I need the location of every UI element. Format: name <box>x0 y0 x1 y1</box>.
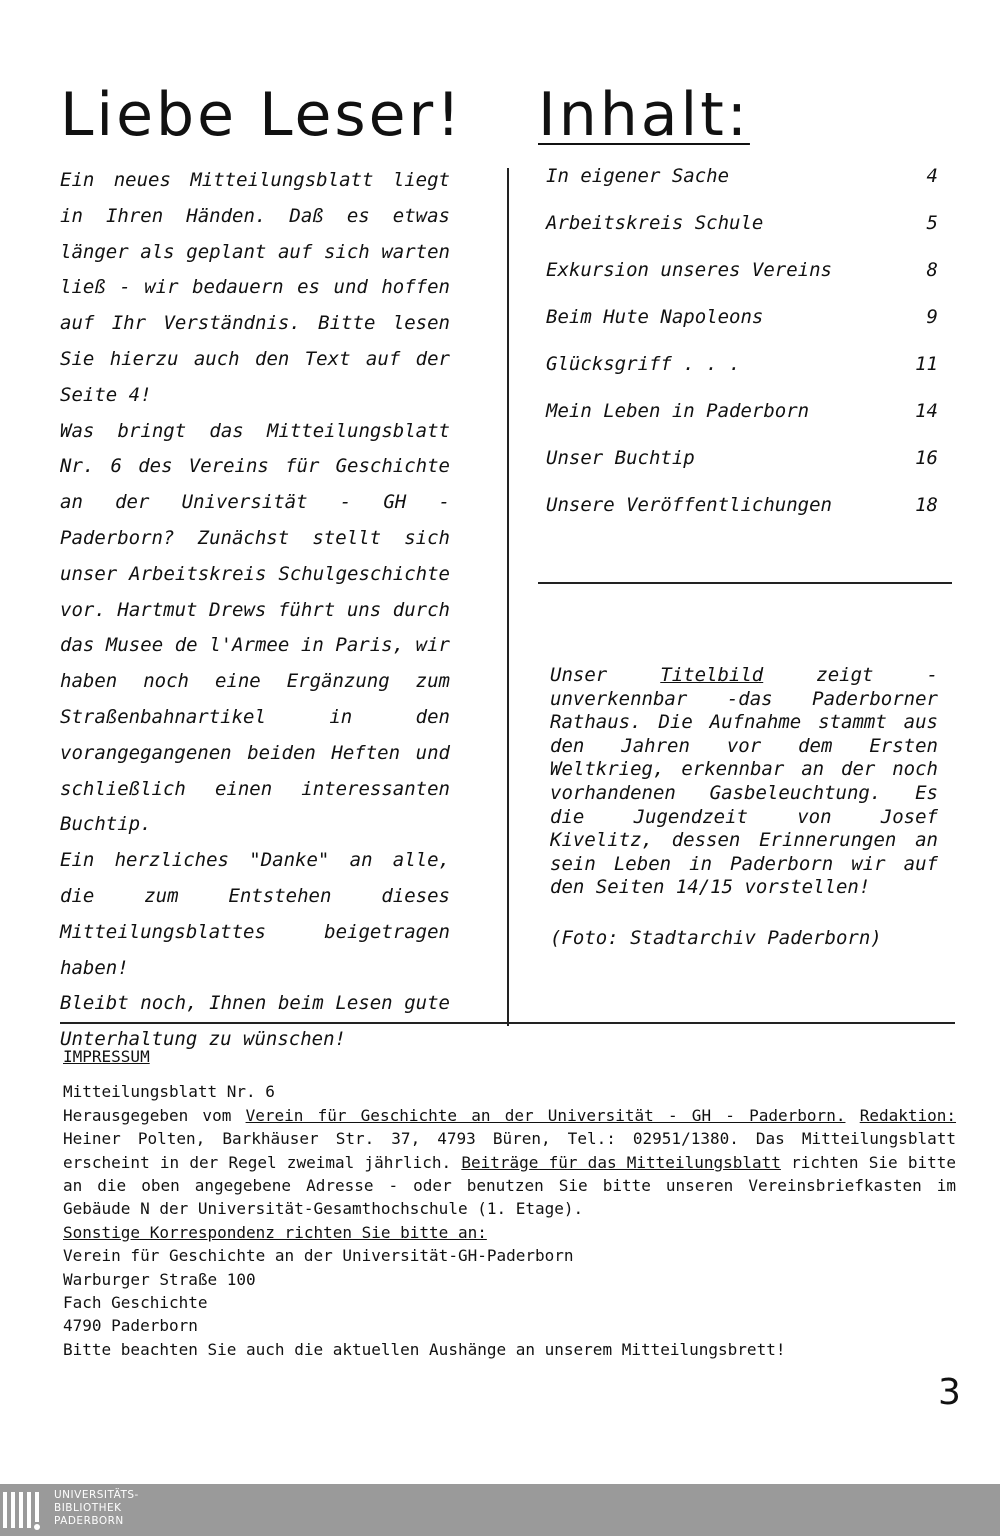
heading-inhalt: Inhalt: <box>538 80 750 150</box>
impressum-title: IMPRESSUM <box>63 1047 150 1066</box>
toc-page: 11 <box>915 353 938 375</box>
library-logo-icon <box>2 1488 46 1532</box>
toc-page: 9 <box>926 306 938 328</box>
table-of-contents <box>546 165 938 541</box>
cover-caption <box>550 664 938 900</box>
contrib-text: richten Sie bitte an die oben angegebene Adresse - oder benutzen Sie bitte unseren Vereinsbriefkasten im Gebäude N der Universität-Gesamthochschule (1. Etage). <box>63 1152 956 1219</box>
toc-title: Arbeitskreis Schule <box>546 212 764 234</box>
caption-titelbild: Titelbild <box>660 664 764 686</box>
section-divider <box>60 1022 955 1024</box>
publisher-name: Verein für Geschichte an der Universität - GH - Paderborn. <box>245 1105 846 1125</box>
toc-page: 8 <box>926 259 938 281</box>
toc-title: Unser Buchtip <box>546 447 695 469</box>
address-line: Verein für Geschichte an der Universität-GH-Paderborn <box>63 1246 574 1266</box>
editor-text: Heiner Polten, Barkhäuser Str. 37, 4793 Büren, Tel.: 02951/1380. Das Mitteilungsblatt erscheint in der Regel zweimal jährlich. <box>63 1129 956 1172</box>
library-footer <box>0 1484 1000 1536</box>
impressum-publisher <box>63 1104 956 1221</box>
toc-entry[interactable] <box>546 494 938 541</box>
page-number: 3 <box>938 1372 961 1413</box>
address-line: Warburger Straße 100 <box>63 1269 256 1289</box>
library-name-line: PADERBORN <box>54 1515 124 1527</box>
column-divider <box>507 168 509 1026</box>
contrib-label: Beiträge für das Mitteilungsblatt <box>461 1152 781 1172</box>
toc-title: Glücksgriff . . . <box>546 353 741 375</box>
publisher-prefix: Herausgegeben vom <box>63 1105 232 1125</box>
intro-paragraph: Ein neues Mitteilungsblatt liegt in Ihren Händen. Daß es etwas länger als geplant auf sich warten ließ - wir bedauern es und hoffen auf Ihr Verständnis. Bitte lesen Sie hierzu auch den Text auf der Seite 4! <box>60 169 450 406</box>
toc-title: Mein Leben in Paderborn <box>546 400 810 422</box>
photo-credit: (Foto: Stadtarchiv Paderborn) <box>550 927 882 949</box>
impressum <box>63 1045 956 1361</box>
toc-page: 16 <box>915 447 938 469</box>
address-line: 4790 Paderborn <box>63 1316 198 1336</box>
address-line: Fach Geschichte <box>63 1293 208 1313</box>
impressum-issue: Mitteilungsblatt Nr. 6 <box>63 1082 275 1102</box>
toc-divider <box>538 582 952 584</box>
toc-entry[interactable] <box>546 400 938 447</box>
toc-page: 18 <box>915 494 938 516</box>
cover-caption-text <box>550 664 938 900</box>
toc-entry[interactable] <box>546 212 938 259</box>
toc-page: 14 <box>915 400 938 422</box>
intro-paragraph: Was bringt das Mitteilungsblatt Nr. 6 des Vereins für Geschichte an der Universität - GH - Paderborn? Zunächst stellt sich unser Arbeitskreis Schulgeschichte vor. Hartmut Drews führt uns durch das Musee de l'Armee in Paris, wir haben noch eine Ergänzung zum Straßenbahnartikel in den vorangegangenen beiden Heften und schließlich einen interessanten Buchtip. <box>60 419 450 836</box>
toc-entry[interactable] <box>546 165 938 212</box>
toc-title: Unsere Veröffentlichungen <box>546 494 832 516</box>
toc-title: Exkursion unseres Vereins <box>546 259 832 281</box>
impressum-notice: Bitte beachten Sie auch die aktuellen Aushänge an unserem Mitteilungsbrett! <box>63 1339 786 1359</box>
toc-title: Beim Hute Napoleons <box>546 306 764 328</box>
correspondence-label: Sonstige Korrespondenz richten Sie bitte an: <box>63 1222 487 1242</box>
toc-entry[interactable] <box>546 259 938 306</box>
intro-paragraph: Ein herzliches "Danke" an alle, die zum Entstehen dieses Mitteilungsblattes beigetragen haben! <box>60 849 450 979</box>
toc-entry[interactable] <box>546 447 938 494</box>
editor-label: Redaktion: <box>859 1105 957 1125</box>
library-name-line: UNIVERSITÄTS- <box>54 1489 139 1501</box>
heading-liebe-leser: Liebe Leser! <box>60 80 464 150</box>
toc-title: In eigener Sache <box>546 165 730 187</box>
caption-part: Unser <box>550 664 608 686</box>
caption-part: zeigt - unverkennbar -das Paderborner Rathaus. Die Aufnahme stammt aus den Jahren vor dem Ersten Weltkrieg, erkennbar an der noch vorhandenen Gasbeleuchtung. Es die Jugendzeit von Josef Kivelitz, dessen Erinnerungen an sein Leben in Paderborn wir auf den Seiten 14/15 vorstellen! <box>550 664 938 899</box>
toc-page: 4 <box>926 165 938 187</box>
intro-paragraph: Bleibt noch, Ihnen beim Lesen gute Unterhaltung zu wünschen! <box>60 992 450 1051</box>
toc-entry[interactable] <box>546 353 938 400</box>
toc-page: 5 <box>926 212 938 234</box>
toc-entry[interactable] <box>546 306 938 353</box>
library-name-line: BIBLIOTHEK <box>54 1502 122 1514</box>
intro-letter <box>60 163 450 1058</box>
library-name <box>54 1489 139 1528</box>
